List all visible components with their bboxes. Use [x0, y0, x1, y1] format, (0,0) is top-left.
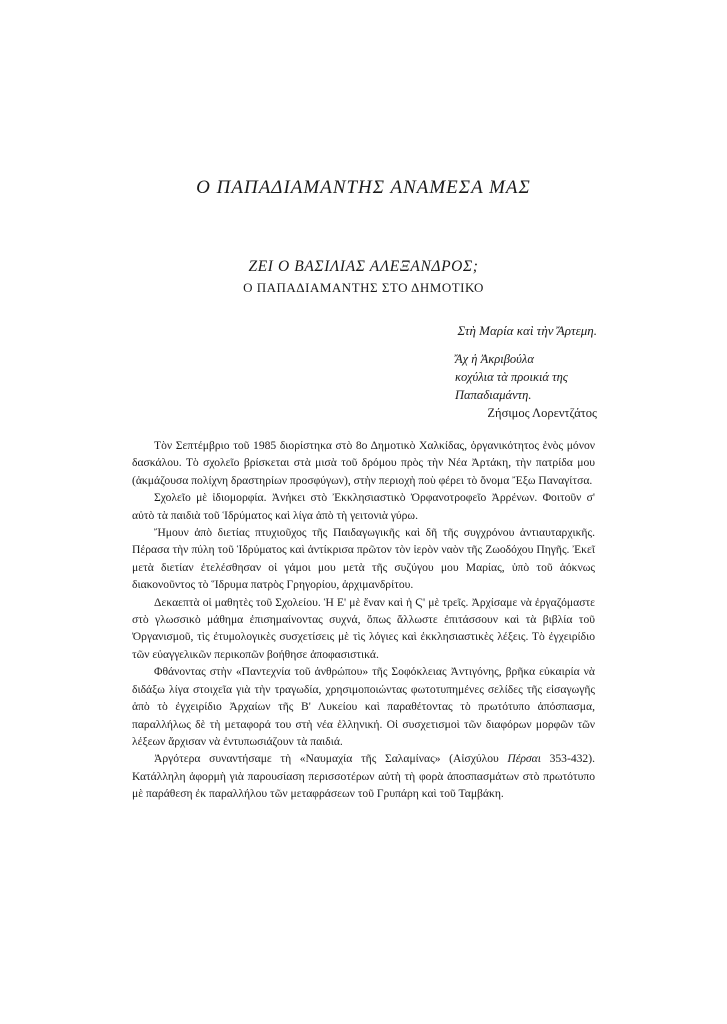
work-title: Πέρσαι — [507, 752, 541, 766]
epigraph-line: Παπαδιαμάντη. — [455, 388, 532, 402]
epigraph — [455, 350, 568, 404]
epigraph-line: κοχύλια τὰ προικιά της — [455, 370, 568, 384]
dedication: Στὴ Μαρία καὶ τὴν Ἄρτεμη. — [457, 323, 597, 338]
article-title: ΖΕΙ Ο ΒΑΣΙΛΙΑΣ ΑΛΕΞΑΝΔΡΟΣ; — [248, 258, 479, 275]
paragraph: Σχολεῖο μὲ ἰδιομορφία. Ἀνήκει στὸ Ἐκκλησιαστικὸ Ὀρφανοτροφεῖο Ἀρρένων. Φοιτοῦν σ' αὐτὸ τὰ παιδιὰ τοῦ Ἱδρύματος καὶ λίγα ἀπὸ τὴ γειτονιὰ γύρω. — [132, 491, 595, 522]
page-title: Ο ΠΑΠΑΔΙΑΜΑΝΤΗΣ ΑΝΑΜΕΣΑ ΜΑΣ — [196, 177, 531, 198]
epigraph-author: Ζήσιμος Λορεντζάτος — [487, 406, 597, 420]
paragraph-text: Ἀργότερα συναντήσαμε τὴ «Ναυμαχία τῆς Σαλαμίνας» (Αἰσχύλου — [154, 752, 508, 766]
paragraph: Τὸν Σεπτέμβριο τοῦ 1985 διορίστηκα στὸ 8ο Δημοτικὸ Χαλκίδας, ὀργανικότητος ἑνὸς μόνον δασκάλου. Τὸ σχολεῖο βρίσκεται στὰ μισὰ τοῦ δρόμου πρὸς τὴν Νέα Ἀρτάκη, τὴν πατρίδα μου (ἀκμάζουσα πολίχνη δραστηρίων προσφύγων), στὴν περιοχὴ ποὺ φέρει τὸ ὄνομα Ἔξω Παναγίτσα. — [132, 439, 595, 487]
body-text — [132, 437, 595, 803]
paragraph-text: 353-432). Κατάλληλη ἀφορμὴ γιὰ παρουσίαση περισσοτέρων αὐτὴ τὴ φορὰ ἀποσπασμάτων στὸ πρωτότυπο μὲ παράθεση ἐκ παραλλήλου τῶν μεταφράσεων τοῦ Γρυπάρη καὶ τοῦ Ταμβάκη. — [132, 752, 595, 801]
paragraph: Ἤμουν ἀπὸ διετίας πτυχιοῦχος τῆς Παιδαγωγικῆς καὶ δῆ τῆς συγχρόνου ἀντιαυταρχικῆς. Πέρασα τὴν πύλη τοῦ Ἱδρύματος καὶ ἀντίκρισα πρῶτον τὸν ἱερὸν ναὸν τῆς Ζωοδόχου Πηγῆς. Ἐκεῖ μετὰ διετίαν ἐτελέσθησαν οἱ γάμοι μου μετὰ τῆς συζύγου μου Μαρίας, ὑπὸ τοῦ ἀόκνως διακονοῦντος τὸ Ἵδρυμα πατρὸς Γρηγορίου, ἀρχιμανδρίτου. — [132, 526, 595, 592]
paragraph — [132, 750, 595, 802]
article-subtitle: Ο ΠΑΠΑΔΙΑΜΑΝΤΗΣ ΣΤΟ ΔΗΜΟΤΙΚΟ — [243, 280, 484, 295]
paragraph: Φθάνοντας στὴν «Παντεχνία τοῦ ἀνθρώπου» τῆς Σοφόκλειας Ἀντιγόνης, βρῆκα εὐκαιρία νὰ διδάξω λίγα στοιχεῖα γιὰ τὴν τραγωδία, χρησιμοποιώντας φωτοτυπημένες σελίδες τῆς εἰσαγωγῆς ἀπὸ τὸ ἐγχειρίδιο Ἀρχαίων τῆς Β' Λυκείου καὶ παραθέτοντας τὸ πρωτότυπο ἀπόσπασμα, παραλλήλως δὲ τὴ μεταφορά του στὴ νέα ἑλληνική. Οἱ συσχετισμοὶ τῶν διαφόρων μορφῶν τῶν λέξεων ἄρχισαν νὰ ἐντυπωσιάζουν τὰ παιδιά. — [132, 665, 595, 748]
paragraph: Δεκαεπτὰ οἱ μαθητὲς τοῦ Σχολείου. Ἡ Ε' μὲ ἕναν καὶ ἡ Ϛ' μὲ τρεῖς. Ἀρχίσαμε νὰ ἐργαζόμαστε στὸ γλωσσικὸ μάθημα ἐπισημαίνοντας συχνά, ὅπως ἄλλωστε ἐπιτάσσουν καὶ τὰ βιβλία τοῦ Ὀργανισμοῦ, τὶς ἐτυμολογικὲς συσχετίσεις μὲ τὶς λόγιες καὶ ἐκκλησιαστικὲς λέξεις. Τὸ ἐγχειρίδιο τῶν εὐαγγελικῶν περικοπῶν βοήθησε ἀποφασιστικά. — [132, 595, 595, 661]
epigraph-line: Ἄχ ἡ Ἀκριβούλα — [455, 352, 534, 366]
